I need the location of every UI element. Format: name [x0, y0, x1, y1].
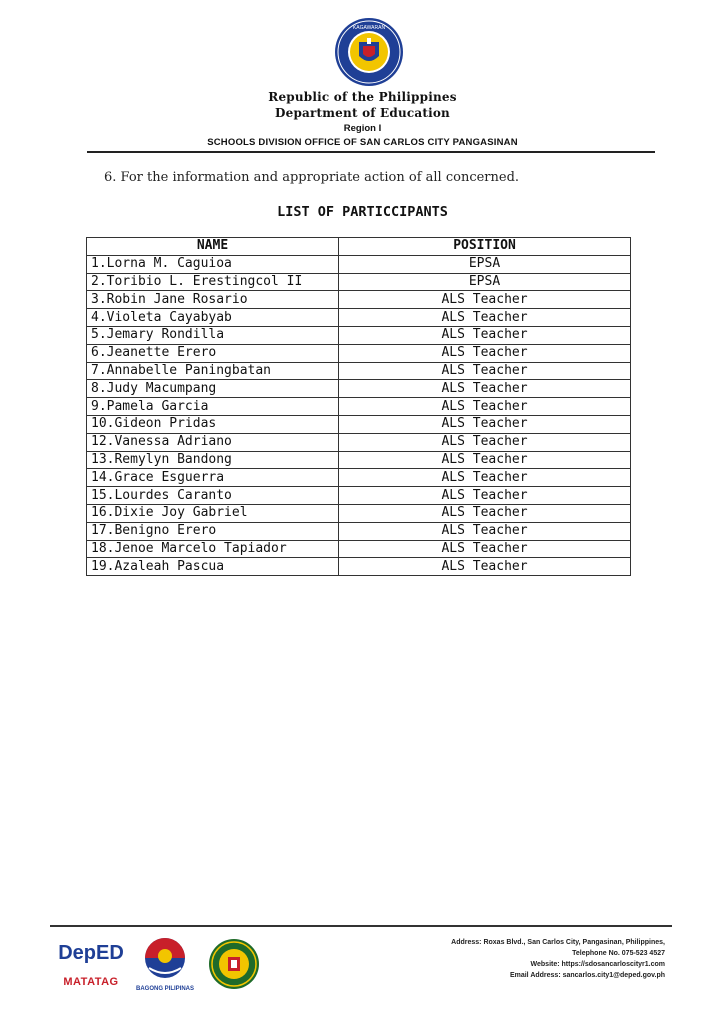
- bagong-pilipinas-logo: [134, 936, 196, 998]
- deped-matatag-logo: [56, 940, 126, 996]
- list-title: LIST OF PARTICCIPANTS: [277, 204, 448, 220]
- table-row: [87, 309, 631, 327]
- contact-block: [451, 937, 665, 981]
- participant-name: 14.Grace Esguerra: [87, 469, 339, 487]
- table-row: [87, 326, 631, 344]
- email-line: Email Address: sancarlos.city1@deped.gov.ph: [509, 972, 665, 979]
- participant-name: 4.Violeta Cayabyab: [87, 309, 339, 327]
- participant-position: ALS Teacher: [339, 326, 631, 344]
- address-line: Address: Roxas Blvd., San Carlos City, Pangasinan, Philippines,: [451, 939, 665, 946]
- website-line: Website: https://sdosancarloscityr1.com: [530, 961, 665, 968]
- bagong-pilipinas-emblem-icon: [134, 936, 196, 986]
- participant-name: 1.Lorna M. Caguioa: [87, 255, 339, 273]
- table-row: [87, 469, 631, 487]
- header-department: Department of Education: [275, 106, 450, 120]
- participants-table: [86, 237, 631, 576]
- participant-name: 16.Dixie Joy Gabriel: [87, 504, 339, 522]
- participant-position: ALS Teacher: [339, 469, 631, 487]
- telephone-line: Telephone No. 075-523 4527: [572, 950, 665, 957]
- table-row: [87, 522, 631, 540]
- participant-position: ALS Teacher: [339, 398, 631, 416]
- participant-position: ALS Teacher: [339, 451, 631, 469]
- participant-position: ALS Teacher: [339, 309, 631, 327]
- column-header-position: POSITION: [339, 238, 631, 256]
- header-divider: [87, 151, 655, 153]
- table-row: [87, 362, 631, 380]
- participant-position: ALS Teacher: [339, 540, 631, 558]
- body-paragraph: 6. For the information and appropriate action of all concerned.: [104, 170, 520, 185]
- participant-name: 3.Robin Jane Rosario: [87, 291, 339, 309]
- table-header-row: [87, 238, 631, 256]
- matatag-wordmark: MATATAG: [63, 976, 119, 988]
- table-row: [87, 273, 631, 291]
- column-header-name: NAME: [87, 238, 339, 256]
- participant-position: ALS Teacher: [339, 504, 631, 522]
- table-row: [87, 291, 631, 309]
- deped-seal-logo: [333, 16, 405, 88]
- participant-name: 18.Jenoe Marcelo Tapiador: [87, 540, 339, 558]
- participant-name: 10.Gideon Pridas: [87, 415, 339, 433]
- table-row: [87, 398, 631, 416]
- participant-position: ALS Teacher: [339, 433, 631, 451]
- svg-text:KAGAWARAN: KAGAWARAN: [352, 25, 386, 31]
- participant-position: ALS Teacher: [339, 415, 631, 433]
- participant-name: 8.Judy Macumpang: [87, 380, 339, 398]
- participant-position: ALS Teacher: [339, 522, 631, 540]
- participant-position: ALS Teacher: [339, 558, 631, 576]
- table-row: [87, 344, 631, 362]
- participant-name: 5.Jemary Rondilla: [87, 326, 339, 344]
- table-row: [87, 558, 631, 576]
- footer-divider: [50, 925, 672, 927]
- participant-name: 13.Remylyn Bandong: [87, 451, 339, 469]
- participant-position: ALS Teacher: [339, 362, 631, 380]
- participant-position: EPSA: [339, 273, 631, 291]
- participant-name: 9.Pamela Garcia: [87, 398, 339, 416]
- table-row: [87, 504, 631, 522]
- header-republic: Republic of the Philippines: [268, 90, 457, 104]
- participant-name: 17.Benigno Erero: [87, 522, 339, 540]
- bagong-pilipinas-label: BAGONG PILIPINAS: [135, 986, 194, 992]
- participant-position: ALS Teacher: [339, 380, 631, 398]
- participant-name: 19.Azaleah Pascua: [87, 558, 339, 576]
- table-row: [87, 433, 631, 451]
- table-row: [87, 380, 631, 398]
- participant-name: 12.Vanessa Adriano: [87, 433, 339, 451]
- participant-position: EPSA: [339, 255, 631, 273]
- participant-name: 7.Annabelle Paningbatan: [87, 362, 339, 380]
- table-row: [87, 540, 631, 558]
- participant-name: 2.Toribio L. Erestingcol II: [87, 273, 339, 291]
- table-row: [87, 487, 631, 505]
- participant-position: ALS Teacher: [339, 291, 631, 309]
- participant-position: ALS Teacher: [339, 487, 631, 505]
- header-region: Region I: [343, 123, 382, 134]
- participant-name: 6.Jeanette Erero: [87, 344, 339, 362]
- participant-name: 15.Lourdes Caranto: [87, 487, 339, 505]
- header-office: SCHOOLS DIVISION OFFICE OF SAN CARLOS CITY PANGASINAN: [207, 137, 518, 148]
- participant-position: ALS Teacher: [339, 344, 631, 362]
- table-row: [87, 255, 631, 273]
- deped-wordmark: DepED: [58, 942, 124, 964]
- sdo-seal-logo: [208, 938, 260, 990]
- table-row: [87, 451, 631, 469]
- table-row: [87, 415, 631, 433]
